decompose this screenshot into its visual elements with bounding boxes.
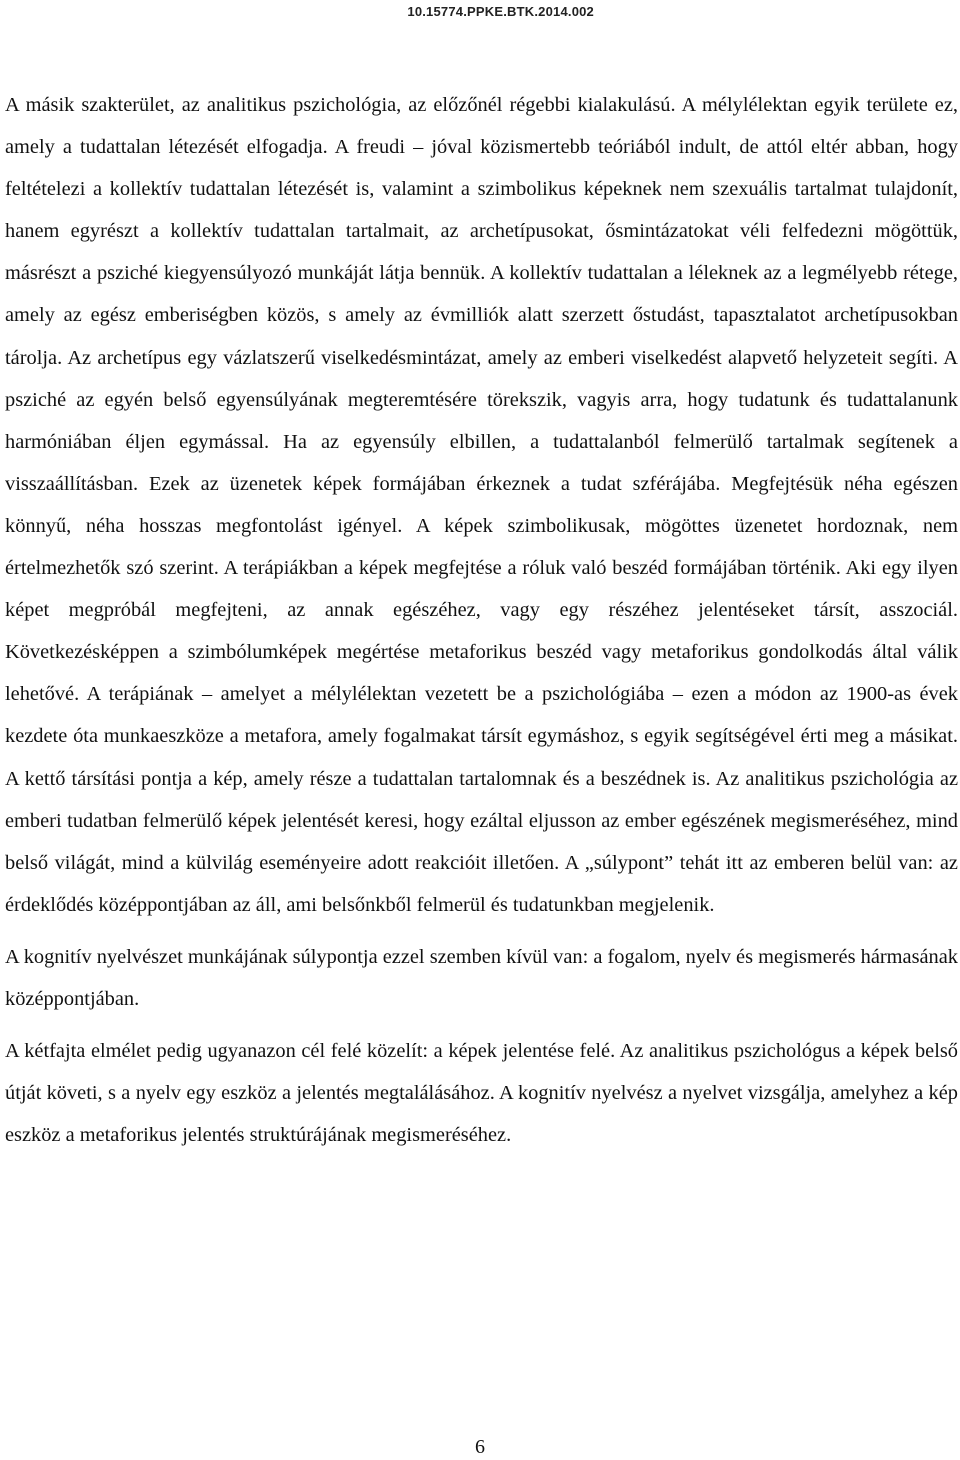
doi-header: 10.15774.PPKE.BTK.2014.002 bbox=[407, 4, 594, 19]
paragraph-analytical-psychology: A másik szakterület, az analitikus pszichológia, az előzőnél régebbi kialakulású. A mélylélektan egyik területe ez, amely a tudattalan létezését elfogadja. A freudi – jóval közismertebb teóriából indult, de attól eltér abban, hogy feltételezi a kollektív tudattalan létezését is, valamint a szimbolikus képeknek nem szexuális tartalmat tulajdonít, hanem egyrészt a kollektív tudattalan tartalmait, az archetípusokat, ősmintázatokat véli felfedezni mögöttük, másrészt a psziché kiegyensúlyozó munkáját látja bennük. A kollektív tudattalan a léleknek az a legmélyebb rétege, amely az egész emberiségben közös, s amely az évmilliók alatt szerzett őstudást, tapasztalatot archetípusokban tárolja. Az archetípus egy vázlatszerű viselkedésmintázat, amely az emberi viselkedést alapvető helyzeteit segíti. A psziché az egyén belső egyensúlyának megteremtésére törekszik, vagyis arra, hogy tudatunk és tudattalanunk harmóniában éljen egymással. Ha az egyensúly elbillen, a tudattalanból felmerülő tartalmak segítenek a visszaállításban. Ezek az üzenetek képek formájában érkeznek a tudat szférájába. Megfejtésük néha egészen könnyű, néha hosszas megfontolást igényel. A képek szimbolikusak, mögöttes üzenetet hordoznak, nem értelmezhetők szó szerint. A terápiákban a képek megfejtése a róluk való beszéd formájában történik. Aki egy ilyen képet megpróbál megfejteni, az annak egészéhez, vagy egy részéhez jelentéseket társít, asszociál. Következésképpen a szimbólumképek megértése metaforikus beszéd vagy metaforikus gondolkodás által válik lehetővé. A terápiának – amelyet a mélylélektan vezetett be a pszichológiába – ezen a módon az 1900-as évek kezdete óta munkaeszköze a metafora, amely fogalmakat társít egymáshoz, s egyik segítségével érti meg a másikat. A kettő társítási pontja a kép, amely része a tudattalan tartalomnak és a beszédnek is. Az analitikus pszichológia az emberi tudatban felmerülő képek jelentését keresi, hogy ezáltal eljusson az ember egészének megismeréséhez, mind belső világát, mind a külvilág eseményeire adott reakcióit illetően. A „súlypont” tehát itt az emberen belül van: az érdeklődés középpontjában az áll, ami belsőnkből felmerül és tudatunkban megjelenik. bbox=[5, 94, 958, 916]
paragraph-comparison: A kétfajta elmélet pedig ugyanazon cél felé közelít: a képek jelentése felé. Az analitikus pszichológus a képek belső útját követi, s a nyelv egy eszköz a jelentés megtalálásához. A kognitív nyelvész a nyelvet vizsgálja, amelyhez a kép eszköz a metaforikus jelentés struktúrájának megismeréséhez. bbox=[5, 1040, 958, 1147]
page-number: 6 bbox=[475, 1436, 485, 1458]
document-body bbox=[5, 84, 958, 1156]
paragraph-cognitive-linguistics: A kognitív nyelvészet munkájának súlypontja ezzel szemben kívül van: a fogalom, nyelv és megismerés hármasának középpontjában. bbox=[5, 945, 958, 1010]
